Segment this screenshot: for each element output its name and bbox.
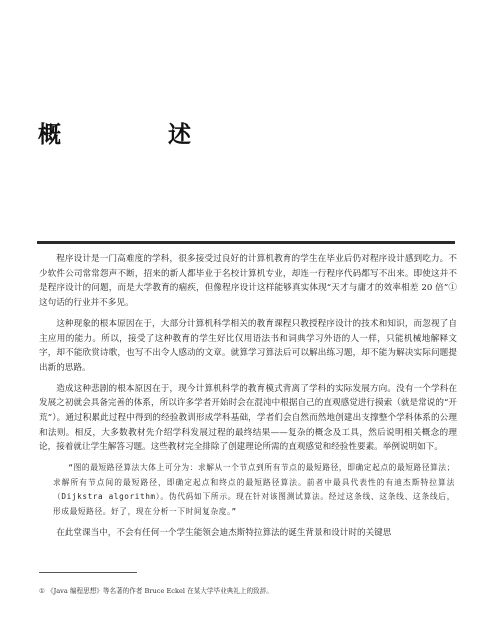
- quoted-example: “图的最短路径算法大体上可分为：求解从一个节点到所有节点的最短路径，即确定起点的最短路径算法；求解所有节点间的最短路径，即确定起点和终点的最短路径算法。前者中最具代表性的有迪杰斯特拉算法（Dijkstra algorithm）。伪代码如下所示。现在针对该图测试算法。经过这条线、这条线、这条线后，形成最短路径。好了，现在分析一下时间复杂度。”: [53, 463, 455, 516]
- paragraph-4: 在此堂课当中，不会有任何一个学生能领会迪杰斯特拉算法的诞生背景和设计时的关键思: [56, 527, 392, 538]
- chapter-title: 概 述: [38, 122, 233, 148]
- footnote-divider: [39, 572, 137, 573]
- paragraph-3: 造成这种悲剧的根本原因在于，现今计算机科学的教育模式背离了学科的实际发展方向。没有一个学科在发展之初就会具备完善的体系，所以许多学者开始时会在混沌中根据自己的直观感觉进行摸索（就是常说的“开荒”）。通过积累此过程中得到的经验教训形成学科基础，学者们会自然而然地创建出支撑整个学科体系的公理和法则。相反，大多数教材先介绍学科发展过程的最终结果——复杂的概念及工具，然后说明相关概念的理论，接着就让学生解答习题。这些教材完全排除了创建理论所需的直观感觉和经验性要素。举例说明如下。: [39, 383, 457, 453]
- paragraph-2: 这种现象的根本原因在于，大部分计算机科学相关的教育课程只教授程序设计的技术和知识，而忽视了自主应用的能力。所以，接受了这种教育的学生好比仅用语法书和词典学习外语的人一样，只能机械地解释文字，却不能欣赏诗歌，也写不出令人感动的文章。就算学习算法后可以解出练习题，却不能为解决实际问题提出新的思路。: [39, 318, 457, 373]
- paragraph-1: 程序设计是一门高难度的学科，很多接受过良好的计算机教育的学生在毕业后仍对程序设计感到吃力。不少软件公司常常怨声不断，招来的新人都毕业于名校计算机专业，却连一行程序代码都写不出来。即使这并不是程序设计的问题，而是大学教育的痼疾，但像程序设计这样能够真实体现“天才与庸才的效率相差 20 倍”①这句话的行业并不多见。: [39, 254, 457, 309]
- footnote: ① 《Java 编程思想》等名著的作者 Bruce Eckel 在某大学毕业典礼上的致辞。: [39, 587, 273, 595]
- body-text: [39, 252, 457, 546]
- chapter-divider: [37, 241, 455, 244]
